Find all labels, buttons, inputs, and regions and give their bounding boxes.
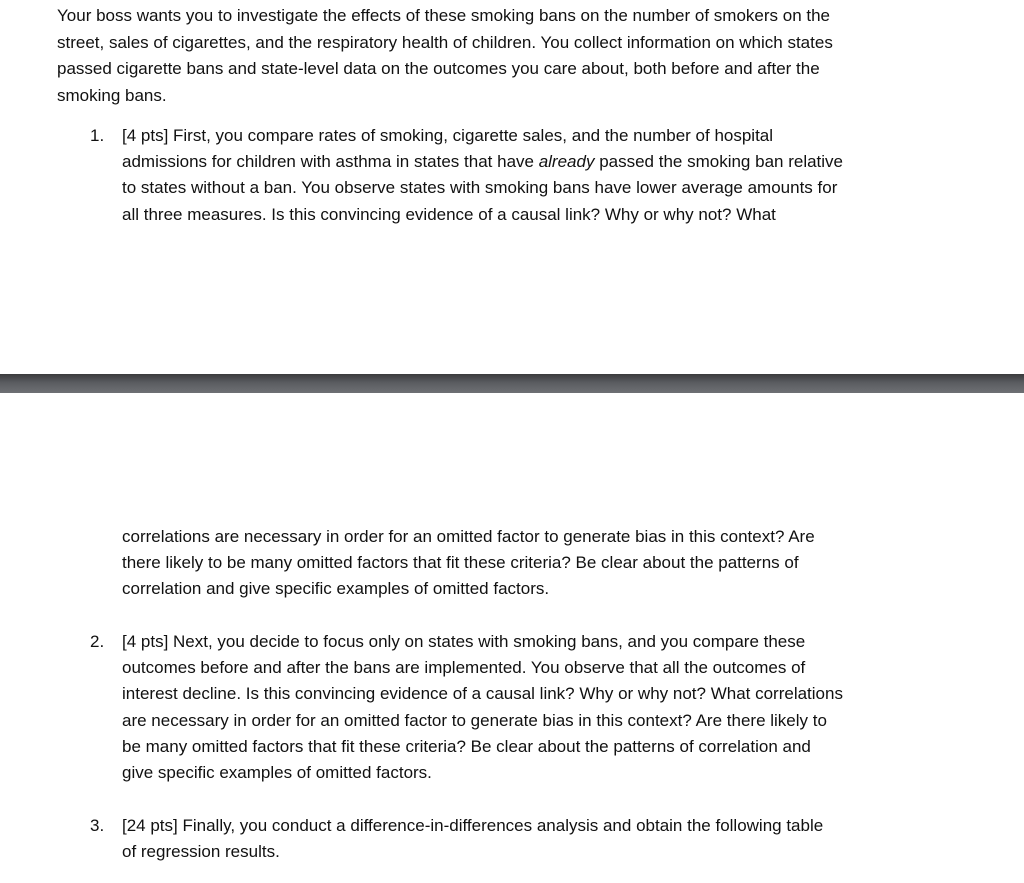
question-line: all three measures. Is this convincing evidence of a causal link? Why or why not? What: [122, 205, 776, 224]
question-line: outcomes before and after the bans are implemented. You observe that all the outcomes of: [122, 658, 806, 677]
question-line: be many omitted factors that fit these criteria? Be clear about the patterns of correlation and: [122, 737, 811, 756]
question-line: correlations are necessary in order for an omitted factor to generate bias in this context? Are: [122, 527, 815, 546]
question-number: 1.: [90, 126, 105, 145]
question-line: [4 pts] First, you compare rates of smoking, cigarette sales, and the number of hospital: [122, 126, 774, 145]
question-line: there likely to be many omitted factors that fit these criteria? Be clear about the patterns of: [122, 553, 799, 572]
question-line: [4 pts] Next, you decide to focus only on states with smoking bans, and you compare these: [122, 632, 806, 651]
question-line: are necessary in order for an omitted factor to generate bias in this context? Are there likely to: [122, 711, 827, 730]
intro-line: Your boss wants you to investigate the effects of these smoking bans on the number of smokers on the: [57, 6, 831, 25]
question-line: [24 pts] Finally, you conduct a difference-in-differences analysis and obtain the following table: [122, 816, 824, 835]
question-number: 3.: [90, 816, 105, 835]
question-text-segment: admissions for children with asthma in states that have: [122, 152, 539, 171]
question-text-segment: passed the smoking ban relative: [594, 152, 844, 171]
intro-line: street, sales of cigarettes, and the respiratory health of children. You collect information on which states: [57, 33, 833, 52]
question-line: to states without a ban. You observe states with smoking bans have lower average amounts for: [122, 178, 838, 197]
question-line: of regression results.: [122, 842, 280, 861]
question-line: [122, 151, 843, 173]
question-line: correlation and give specific examples of omitted factors.: [122, 579, 550, 598]
question-line: give specific examples of omitted factors.: [122, 763, 432, 782]
intro-line: passed cigarette bans and state-level data on the outcomes you care about, both before and after the: [57, 59, 820, 78]
page-break-bar: [0, 374, 1024, 393]
emphasis-text: already: [538, 152, 595, 171]
question-line: interest decline. Is this convincing evidence of a causal link? Why or why not? What correlations: [122, 684, 843, 703]
question-number: 2.: [90, 632, 105, 651]
intro-line: smoking bans.: [57, 86, 167, 105]
